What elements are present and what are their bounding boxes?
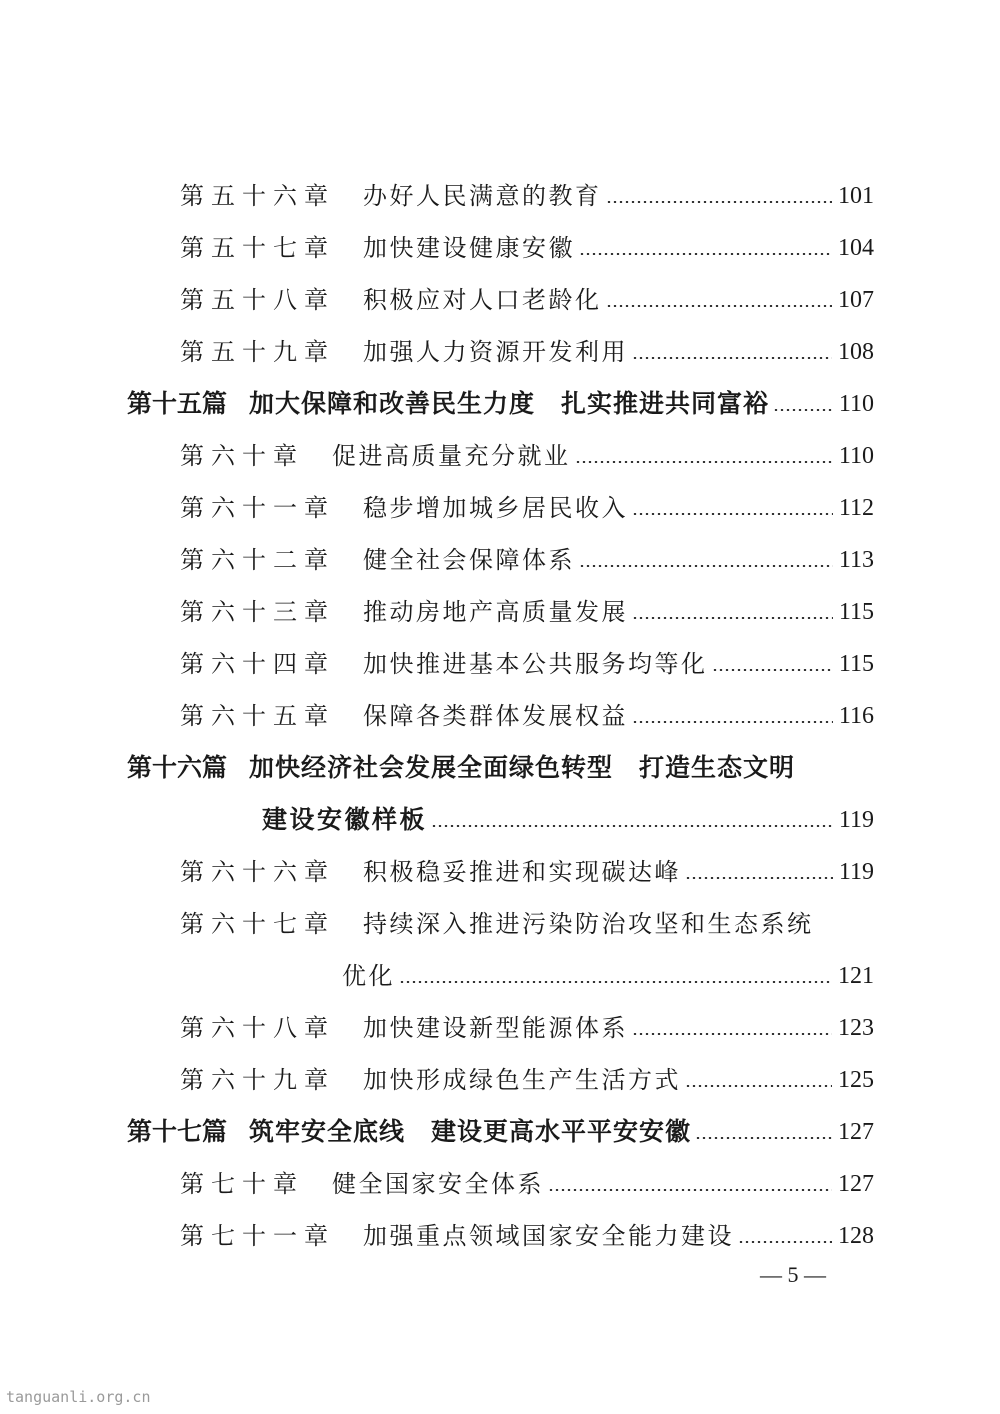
toc-entry[interactable] (180, 584, 874, 628)
chapter-number: 第六十五章 (180, 702, 335, 730)
page-number: 125 (838, 1067, 874, 1093)
toc-part-entry[interactable] (127, 740, 874, 784)
chapter-number: 第六十六章 (180, 858, 335, 886)
chapter-title: 促进高质量充分就业 (332, 442, 571, 470)
toc-entry[interactable] (180, 532, 874, 576)
page-number: 119 (838, 859, 874, 885)
page-number: 110 (838, 443, 874, 469)
page-number: 101 (838, 183, 874, 209)
chapter-title: 健全国家安全体系 (332, 1170, 544, 1198)
page-number: 115 (838, 651, 874, 677)
page-number: 127 (838, 1119, 874, 1145)
part-number: 第十六篇 (127, 753, 228, 782)
toc-entry[interactable] (180, 1208, 874, 1252)
part-number: 第十七篇 (127, 1117, 228, 1146)
toc-entry[interactable] (180, 168, 874, 212)
chapter-title: 加快形成绿色生产生活方式 (363, 1066, 681, 1094)
dot-leader (606, 305, 833, 307)
toc-entry[interactable] (180, 1052, 874, 1096)
toc-entry[interactable] (180, 220, 874, 264)
dot-leader (685, 1085, 832, 1087)
toc-entry[interactable] (180, 480, 874, 524)
chapter-number: 第五十七章 (180, 234, 335, 262)
page-number: 113 (838, 547, 874, 573)
chapter-title: 积极应对人口老龄化 (363, 286, 602, 314)
toc-entry[interactable] (180, 1156, 874, 1200)
page-number: 108 (838, 339, 874, 365)
page-number: 123 (838, 1015, 874, 1041)
toc-part-entry[interactable] (127, 1104, 874, 1148)
chapter-number: 第六十八章 (180, 1014, 335, 1042)
chapter-title: 保障各类群体发展权益 (363, 702, 628, 730)
watermark-text: tanguanli.org.cn (6, 1388, 151, 1406)
dot-leader (685, 877, 833, 879)
toc-entry[interactable] (180, 428, 874, 472)
toc-entry[interactable] (180, 1000, 874, 1044)
toc-entry-continued[interactable] (342, 948, 874, 992)
toc-entry[interactable] (180, 324, 874, 368)
chapter-number: 第六十章 (180, 442, 304, 470)
page-number: 121 (838, 963, 874, 989)
chapter-title: 加快建设新型能源体系 (363, 1014, 628, 1042)
chapter-title: 推动房地产高质量发展 (363, 598, 628, 626)
toc-entry[interactable] (180, 272, 874, 316)
chapter-title: 加强人力资源开发利用 (363, 338, 628, 366)
dot-leader (632, 721, 833, 723)
dot-leader (632, 357, 832, 359)
dot-leader (632, 1033, 832, 1035)
chapter-number: 第五十九章 (180, 338, 335, 366)
page-number: 107 (838, 287, 874, 313)
page-number: 112 (838, 495, 874, 521)
dot-leader (738, 1241, 832, 1243)
chapter-number: 第六十四章 (180, 650, 335, 678)
chapter-number: 第六十二章 (180, 546, 335, 574)
dot-leader (399, 981, 832, 983)
dot-leader (431, 825, 833, 827)
chapter-number: 第五十六章 (180, 182, 335, 210)
dot-leader (632, 513, 833, 515)
toc-part-entry[interactable] (127, 376, 874, 420)
dot-leader (773, 409, 833, 411)
chapter-title: 加快推进基本公共服务均等化 (363, 650, 708, 678)
page-number: 127 (838, 1171, 874, 1197)
toc-entry[interactable] (180, 636, 874, 680)
toc-entry[interactable] (180, 896, 874, 940)
dot-leader (548, 1189, 832, 1191)
part-title: 加大保障和改善民生力度 扎实推进共同富裕 (249, 389, 770, 418)
part-title-continued: 建设安徽样板 (262, 805, 428, 834)
page-number: 116 (838, 703, 874, 729)
chapter-title: 持续深入推进污染防治攻坚和生态系统 (363, 910, 814, 938)
page-number: 115 (838, 599, 874, 625)
chapter-title: 加快建设健康安徽 (363, 234, 575, 262)
chapter-title: 健全社会保障体系 (363, 546, 575, 574)
toc-entry[interactable] (180, 844, 874, 888)
dot-leader (695, 1137, 832, 1139)
chapter-title-continued: 优化 (342, 962, 395, 990)
chapter-number: 第六十三章 (180, 598, 335, 626)
dot-leader (712, 669, 833, 671)
chapter-number: 第六十九章 (180, 1066, 335, 1094)
dot-leader (575, 461, 833, 463)
part-title: 筑牢安全底线 建设更高水平平安安徽 (249, 1117, 692, 1146)
chapter-number: 第五十八章 (180, 286, 335, 314)
page-number: 104 (838, 235, 874, 261)
chapter-number: 第六十七章 (180, 910, 335, 938)
chapter-number: 第六十一章 (180, 494, 335, 522)
page-number: 110 (838, 391, 874, 417)
toc-part-entry-continued[interactable] (262, 792, 874, 836)
toc-entry[interactable] (180, 688, 874, 732)
chapter-title: 加强重点领域国家安全能力建设 (363, 1222, 734, 1250)
dot-leader (579, 253, 832, 255)
page-folio: — 5 — (760, 1262, 826, 1287)
chapter-title: 办好人民满意的教育 (363, 182, 602, 210)
part-title: 加快经济社会发展全面绿色转型 打造生态文明 (249, 753, 796, 782)
page-number: 119 (838, 807, 874, 833)
dot-leader (606, 201, 833, 203)
chapter-number: 第七十章 (180, 1170, 304, 1198)
chapter-title: 积极稳妥推进和实现碳达峰 (363, 858, 681, 886)
chapter-title: 稳步增加城乡居民收入 (363, 494, 628, 522)
dot-leader (632, 617, 833, 619)
page-number: 128 (838, 1223, 874, 1249)
part-number: 第十五篇 (127, 389, 228, 418)
dot-leader (579, 565, 833, 567)
chapter-number: 第七十一章 (180, 1222, 335, 1250)
